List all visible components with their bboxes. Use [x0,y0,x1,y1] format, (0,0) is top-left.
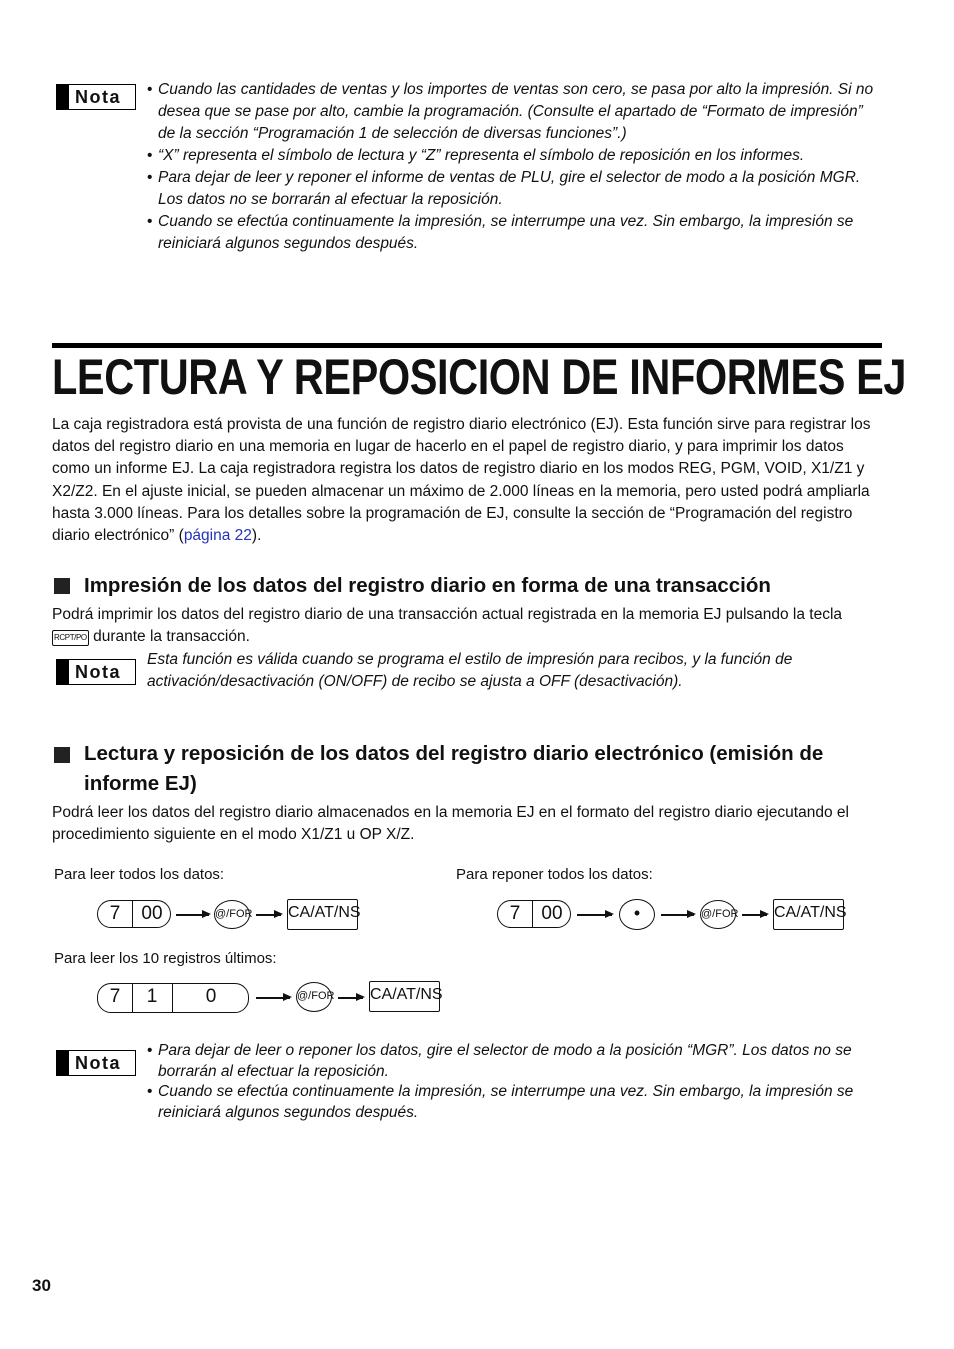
arrow-icon [176,914,209,916]
label-read-all: Para leer todos los datos: [54,866,225,883]
arrow-icon [742,914,767,916]
key-7-00: 7 00 [97,900,171,928]
section2-note [147,1041,887,1123]
label-read-10: Para leer los 10 registros últimos: [54,950,277,967]
title-rule [52,343,882,348]
ca-at-ns-key: CA/AT/NS [773,899,844,930]
key-7-1-0: 7 1 0 [97,983,249,1013]
arrow-icon [256,997,290,999]
dot-key: • [619,899,655,930]
note-item: • Para dejar de leer o reponer los datos, gire el selector de modo a la posición “MGR”. Los datos no se borrarán al efectuar la reposición. [147,1041,887,1082]
arrow-icon [661,914,694,916]
rcpt-po-key-icon: RCPT/PO [52,630,89,646]
for-key: @/FOR [700,900,736,929]
note-badge: Nota [56,84,136,110]
key-7-00: 7 00 [497,900,571,928]
ca-at-ns-key: CA/AT/NS [287,899,358,930]
ca-at-ns-key: CA/AT/NS [369,981,440,1012]
section1-note: Esta función es válida cuando se programa el estilo de impresión para recibos, y la función de activación/desactivación (ON/OFF) de recibo se ajusta a OFF (desactivación). [147,651,793,690]
note-item: • Cuando se efectúa continuamente la impresión, se interrumpe una vez. Sin embargo, la impresión se reiniciará algunos segundos después. [147,211,877,255]
note-item: • Para dejar de leer y reponer el informe de ventas de PLU, gire el selector de modo a la posición MGR. Los datos no se borrarán al efectuar la reposición. [147,167,877,211]
note-item: • Cuando las cantidades de ventas y los importes de ventas son cero, se pasa por alto la impresión. Si no desea que se pase por alto, cambie la programación. (Consulte el apartado de “Formato de impresión” de la sección “Programación 1 de selección de diversas funciones”.) [147,79,877,145]
arrow-icon [338,997,363,999]
section-heading: Impresión de los datos del registro diario en forma de una transacción [52,571,872,601]
note-badge: Nota [56,1050,136,1076]
note-list [147,79,877,255]
label-reset-all: Para reponer todos los datos: [456,866,653,883]
arrow-icon [577,914,612,916]
section-heading: Lectura y reposición de los datos del registro diario electrónico (emisión de informe EJ) [52,739,872,799]
page-number: 30 [32,1276,51,1295]
note-item: • Cuando se efectúa continuamente la impresión, se interrumpe una vez. Sin embargo, la impresión se reiniciará algunos segundos después. [147,1082,887,1123]
note-item: • “X” representa el símbolo de lectura y “Z” representa el símbolo de reposición en los informes. [147,145,877,167]
page-title: LECTURA Y REPOSICION DE INFORMES EJ [52,349,907,405]
bullet-square-icon [54,578,70,594]
intro-paragraph: La caja registradora está provista de una función de registro diario electrónico (EJ). Esta función sirve para registrar los datos del registro diario en una memoria en lugar de hacerlo en el papel de registro diario, y para imprimir los datos como un informe EJ. La caja registradora registra los datos de registro diario en los modos REG, PGM, VOID, X1/Z1 y X2/Z2. En el ajuste inicial, se pueden almacenar un máximo de 2.000 líneas en la memoria, pero usted podrá ampliarla hasta 3.000 líneas. Para los detalles sobre la programación de EJ, consulte la sección de “Programación del registro diario electrónico” (página 22). [52,416,871,545]
for-key: @/FOR [214,900,250,929]
arrow-icon [256,914,281,916]
bullet-square-icon [54,747,70,763]
for-key: @/FOR [296,982,332,1012]
note-badge: Nota [56,659,136,685]
page-link[interactable]: página 22 [183,527,252,545]
section2-paragraph: Podrá leer los datos del registro diario almacenados en la memoria EJ en el formato del registro diario ejecutando el procedimiento siguiente en el modo X1/Z1 u OP X/Z. [52,804,849,844]
section1-paragraph: Podrá imprimir los datos del registro diario de una transacción actual registrada en la memoria EJ pulsando la tecla RCPT/PO durante la transacción. [52,606,843,646]
